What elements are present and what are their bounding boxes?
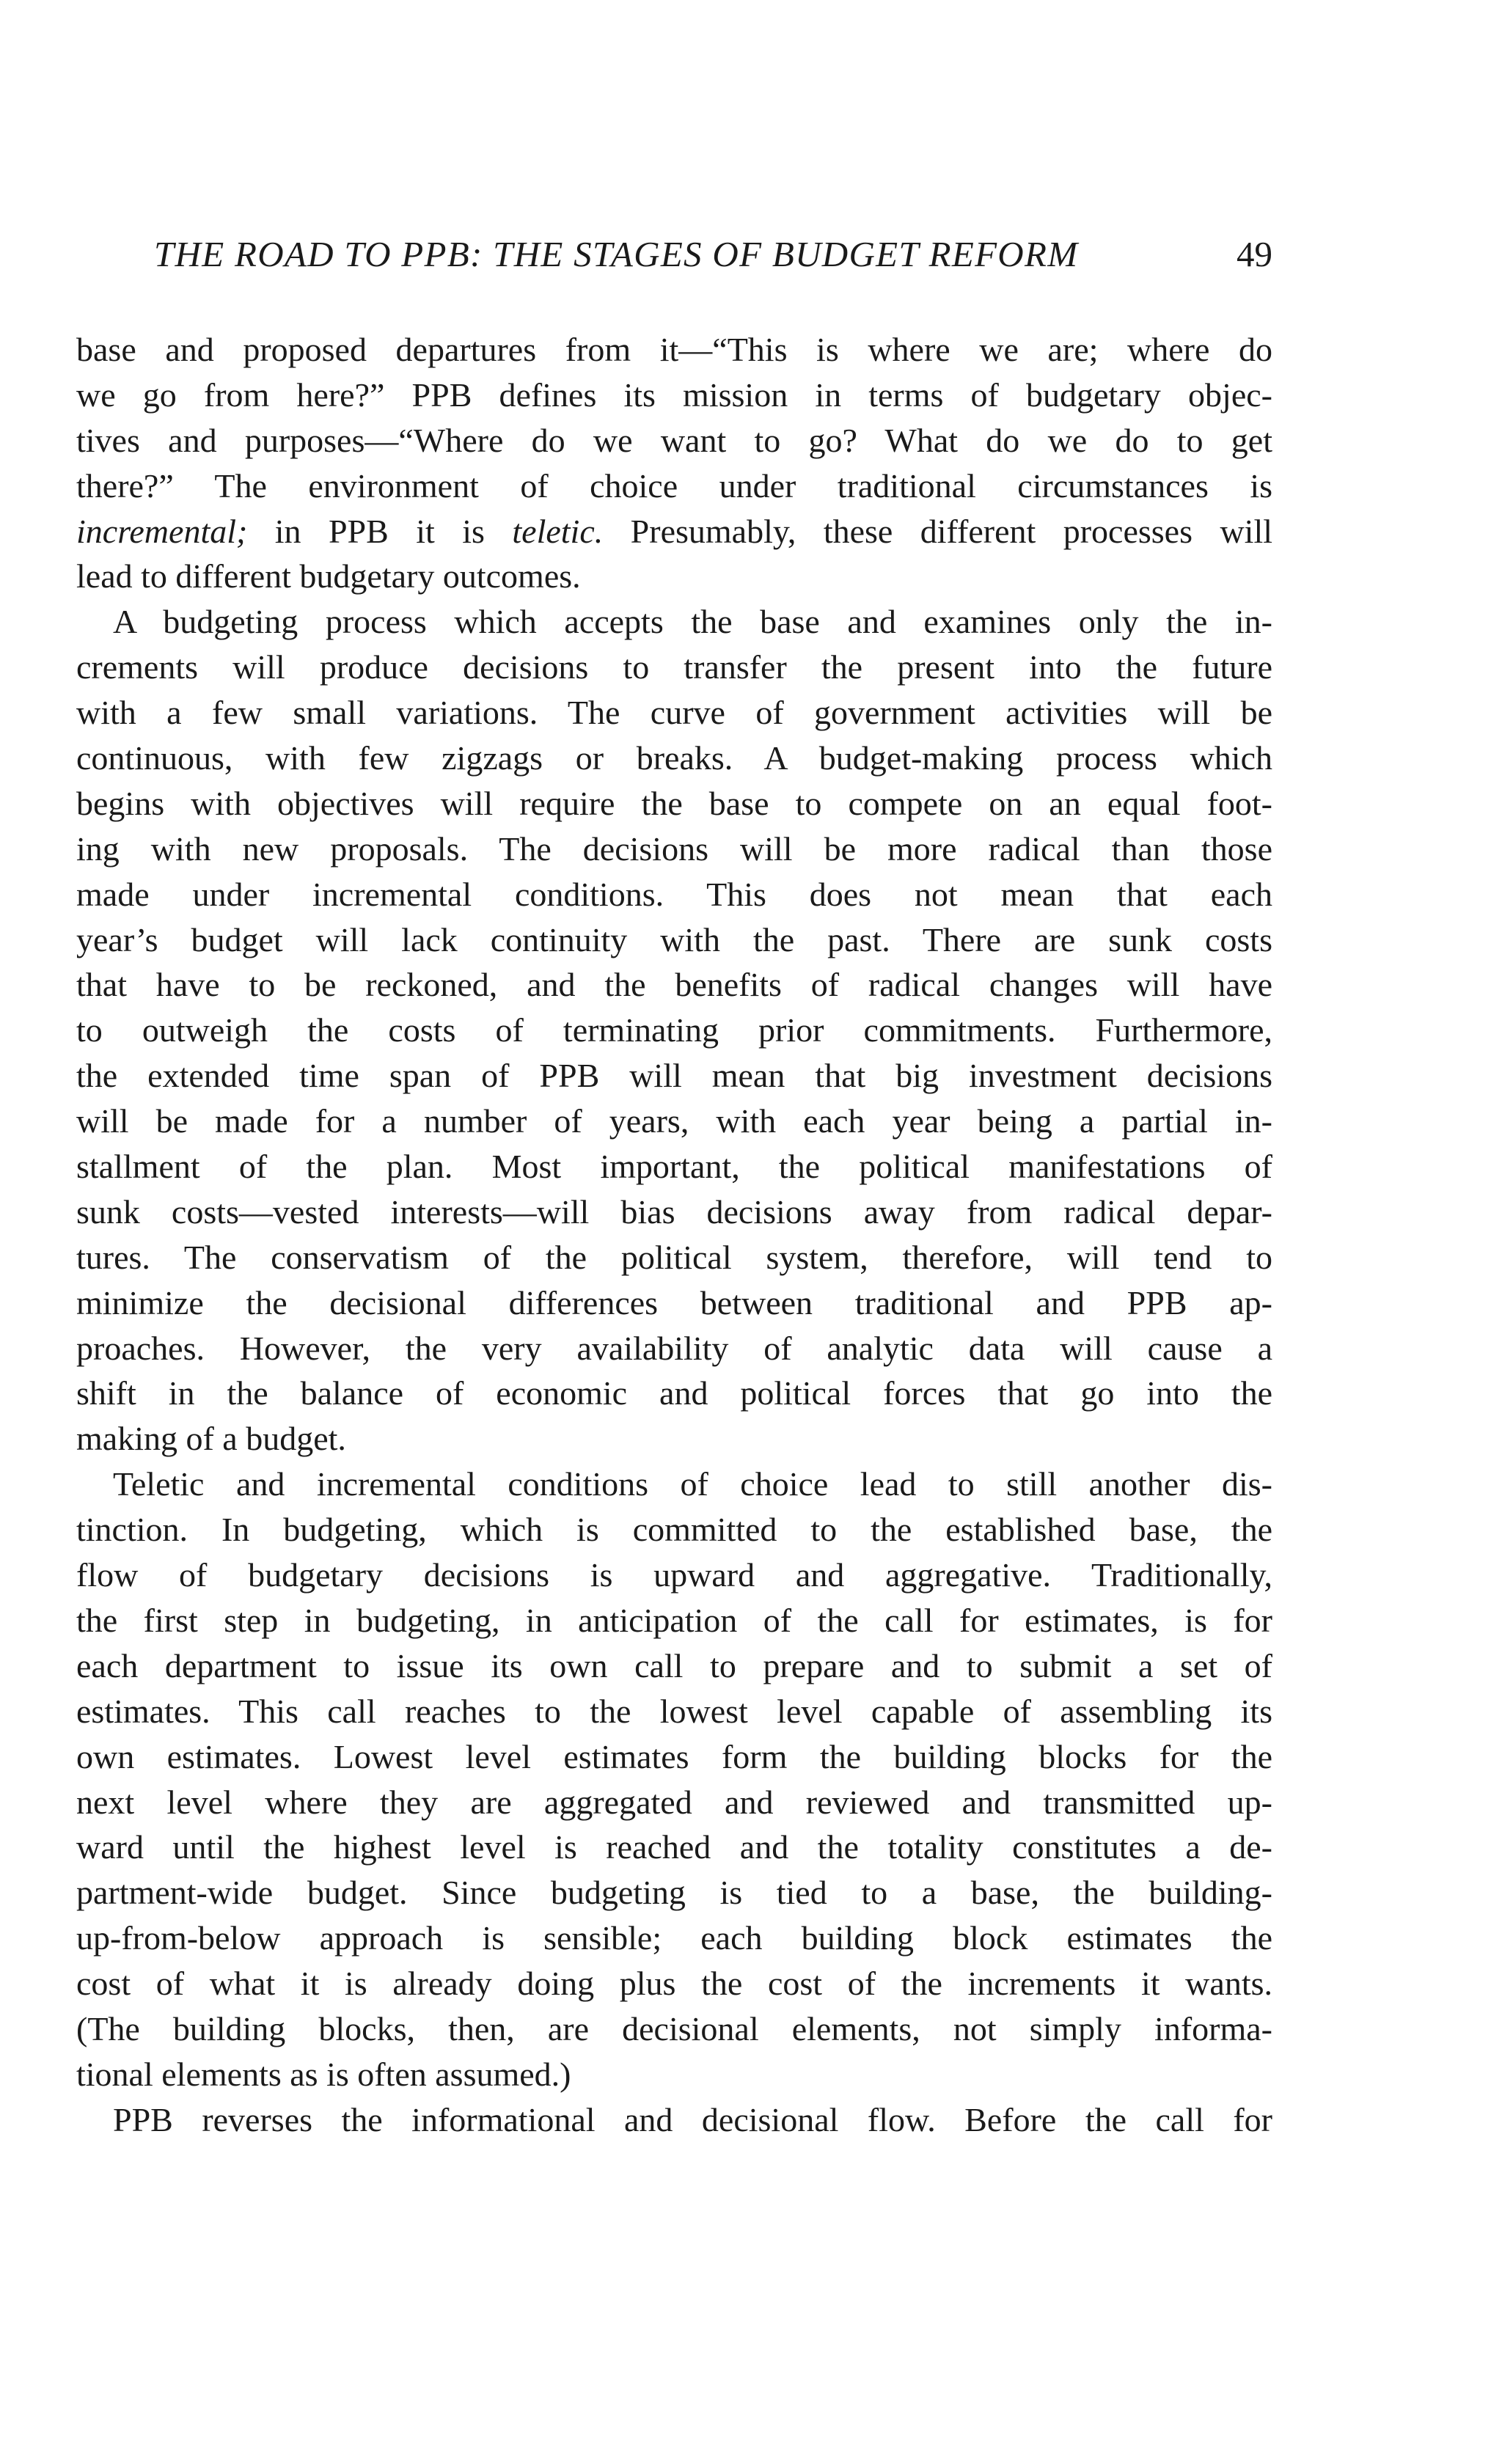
text-fragment: Presumably, these different processes will: [603, 512, 1272, 550]
text-line: made under incremental conditions. This does not mean that each: [76, 875, 1272, 913]
text-line: minimize the decisional differences between traditional and PPB ap-: [76, 1283, 1272, 1321]
text-line: the extended time span of PPB will mean that big investment decisions: [76, 1057, 1272, 1095]
text-line: there?” The environment of choice under traditional circumstances is: [76, 466, 1272, 505]
page-number: 49: [1237, 234, 1272, 274]
text-line: stallment of the plan. Most important, the political manifestations of: [76, 1148, 1272, 1186]
text-line: cost of what it is already doing plus the cost of the increments it wants.: [76, 1965, 1272, 2003]
body-text: [76, 327, 1272, 2143]
text-line: crements will produce decisions to transfer the present into the future: [76, 648, 1272, 686]
text-line: ing with new proposals. The decisions will be more radical than those: [76, 829, 1272, 868]
text-line: PPB reverses the informational and decisional flow. Before the call for: [113, 2100, 1272, 2138]
text-line: (The building blocks, then, are decisional elements, not simply informa-: [76, 2009, 1272, 2047]
text-line: making of a budget.: [76, 1420, 346, 1458]
text-line: flow of budgetary decisions is upward and aggregative. Traditionally,: [76, 1556, 1272, 1594]
text-line: estimates. This call reaches to the lowest level capable of assembling its: [76, 1692, 1272, 1730]
text-line: [76, 509, 1272, 554]
running-head: [154, 233, 1272, 292]
text-line: base and proposed departures from it—“This is where we are; where do: [76, 331, 1272, 368]
running-title: THE ROAD TO PPB: THE STAGES OF BUDGET REFORM: [154, 234, 1079, 274]
text-line: next level where they are aggregated and reviewed and transmitted up-: [76, 1783, 1272, 1821]
text-line: Teletic and incremental conditions of choice lead to still another dis-: [113, 1465, 1272, 1503]
text-line: will be made for a number of years, with each year being a partial in-: [76, 1102, 1272, 1140]
text-line: we go from here?” PPB defines its mission in terms of budgetary objec-: [76, 375, 1272, 414]
text-line: tinction. In budgeting, which is committed to the established base, the: [76, 1511, 1272, 1549]
text-line: A budgeting process which accepts the base and examines only the in-: [113, 603, 1272, 641]
text-line: up-from-below approach is sensible; each building block estimates the: [76, 1919, 1272, 1957]
text-line: tional elements as is often assumed.): [76, 2055, 571, 2093]
text-line: lead to different budgetary outcomes.: [76, 557, 581, 595]
italic-term-incremental: incremental;: [76, 512, 248, 550]
text-line: with a few small variations. The curve of government activities will be: [76, 694, 1272, 732]
text-line: the first step in budgeting, in anticipation of the call for estimates, is for: [76, 1601, 1272, 1639]
text-line: ward until the highest level is reached and the totality constitutes a de-: [76, 1828, 1272, 1866]
text-line: sunk costs—vested interests—will bias decisions away from radical depar-: [76, 1192, 1272, 1231]
text-line: tives and purposes—“Where do we want to go? What do we do to get: [76, 421, 1272, 459]
text-line: own estimates. Lowest level estimates form the building blocks for the: [76, 1737, 1272, 1775]
text-line: proaches. However, the very availability of analytic data will cause a: [76, 1329, 1272, 1367]
text-line: shift in the balance of economic and political forces that go into the: [76, 1374, 1272, 1412]
text-line: begins with objectives will require the base to compete on an equal foot-: [76, 784, 1272, 822]
text-line: that have to be reckoned, and the benefits of radical changes will have: [76, 966, 1272, 1004]
text-line: each department to issue its own call to prepare and to submit a set of: [76, 1646, 1272, 1684]
text-line: tures. The conservatism of the political system, therefore, will tend to: [76, 1238, 1272, 1276]
italic-term-teletic: teletic.: [512, 512, 604, 550]
text-line: continuous, with few zigzags or breaks. A budget-making process which: [76, 739, 1272, 777]
text-line: year’s budget will lack continuity with the past. There are sunk costs: [76, 920, 1272, 958]
text-line: to outweigh the costs of terminating prior commitments. Furthermore,: [76, 1011, 1272, 1049]
text-line: partment-wide budget. Since budgeting is tied to a base, the building-: [76, 1874, 1272, 1912]
text-fragment: in PPB it is: [247, 512, 513, 550]
